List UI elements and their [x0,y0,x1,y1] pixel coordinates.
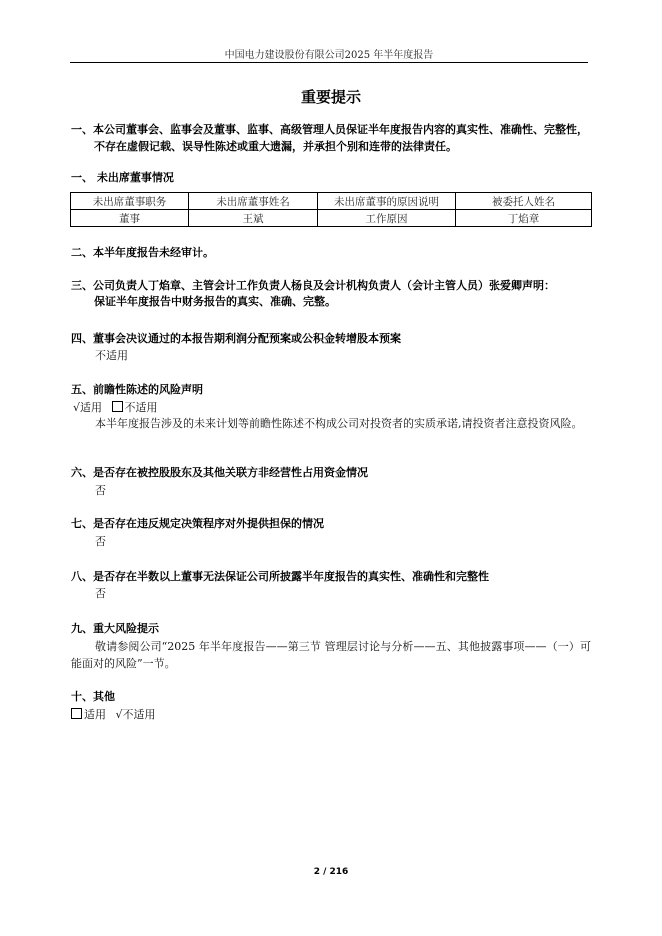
table-header-row [71,193,592,210]
section-9-heading: 九、重大风险提示 [71,622,159,635]
section-8-answer: 否 [95,587,106,600]
section-7-answer: 否 [95,535,106,548]
checkbox-unchecked-icon [71,708,82,719]
section-4-heading: 四、董事会决议通过的本报告期利润分配预案或公积金转增股本预案 [71,332,401,345]
table-row [71,210,592,227]
checkbox-unchecked-icon [112,401,123,412]
not-applicable-option: 不适用 [124,401,158,414]
section-5-heading: 五、前瞻性陈述的风险声明 [71,383,203,396]
section-10-options [71,706,156,723]
table-header-cell: 未出席董事姓名 [189,193,318,210]
table-header-cell: 未出席董事职务 [71,193,189,210]
table-cell: 工作原因 [318,210,456,227]
page-header: 中国电力建设股份有限公司2025 年半年度报告 [224,50,434,61]
table-cell: 王斌 [189,210,318,227]
absent-directors-table [70,192,592,227]
section-9-paragraph: 敬请参阅公司“2025 年半年度报告——第三节 管理层讨论与分析——五、其他披露事项——（一）可能面对的风险”一节。 [71,640,591,670]
section-7-heading: 七、是否存在违反规定决策程序对外提供担保的情况 [71,517,324,530]
page-title: 重要提示 [300,88,361,106]
page-number: 2 / 216 [313,867,349,877]
applicable-checked: √适用 [73,401,103,414]
applicable-option: 适用 [84,708,106,721]
section-6-answer: 否 [95,484,106,497]
table-cell: 丁焰章 [456,210,592,227]
section-1-statement: 一、本公司董事会、监事会及董事、监事、高级管理人员保证半年度报告内容的真实性、准确性、完整性，不存在虚假记载、误导性陈述或重大遗漏，并承担个别和连带的法律责任。 [71,123,588,153]
table-cell: 董事 [71,210,189,227]
section-3-line1: 三、公司负责人丁焰章、主管会计工作负责人杨良及会计机构负责人（会计主管人员）张爱卿声明： [71,279,555,292]
absent-directors-heading: 一、 未出席董事情况 [71,171,174,184]
section-5-options [73,399,158,416]
section-8-heading: 八、是否存在半数以上董事无法保证公司所披露半年度报告的真实性、准确性和完整性 [71,570,489,583]
section-10-heading: 十、其他 [71,690,115,703]
not-applicable-checked: √不适用 [115,708,156,721]
table-header-cell: 被委托人姓名 [456,193,592,210]
header-divider [70,62,588,63]
section-4-answer: 不适用 [95,349,128,362]
section-5-paragraph: 本半年度报告涉及的未来计划等前瞻性陈述不构成公司对投资者的实质承诺,请投资者注意投资风险。 [95,417,583,430]
table-header-cell: 未出席董事的原因说明 [318,193,456,210]
section-2-statement: 二、本半年度报告未经审计。 [71,246,214,259]
section-6-heading: 六、是否存在被控股股东及其他关联方非经营性占用资金情况 [71,466,368,479]
section-3-line2: 保证半年度报告中财务报告的真实、准确、完整。 [94,295,336,308]
